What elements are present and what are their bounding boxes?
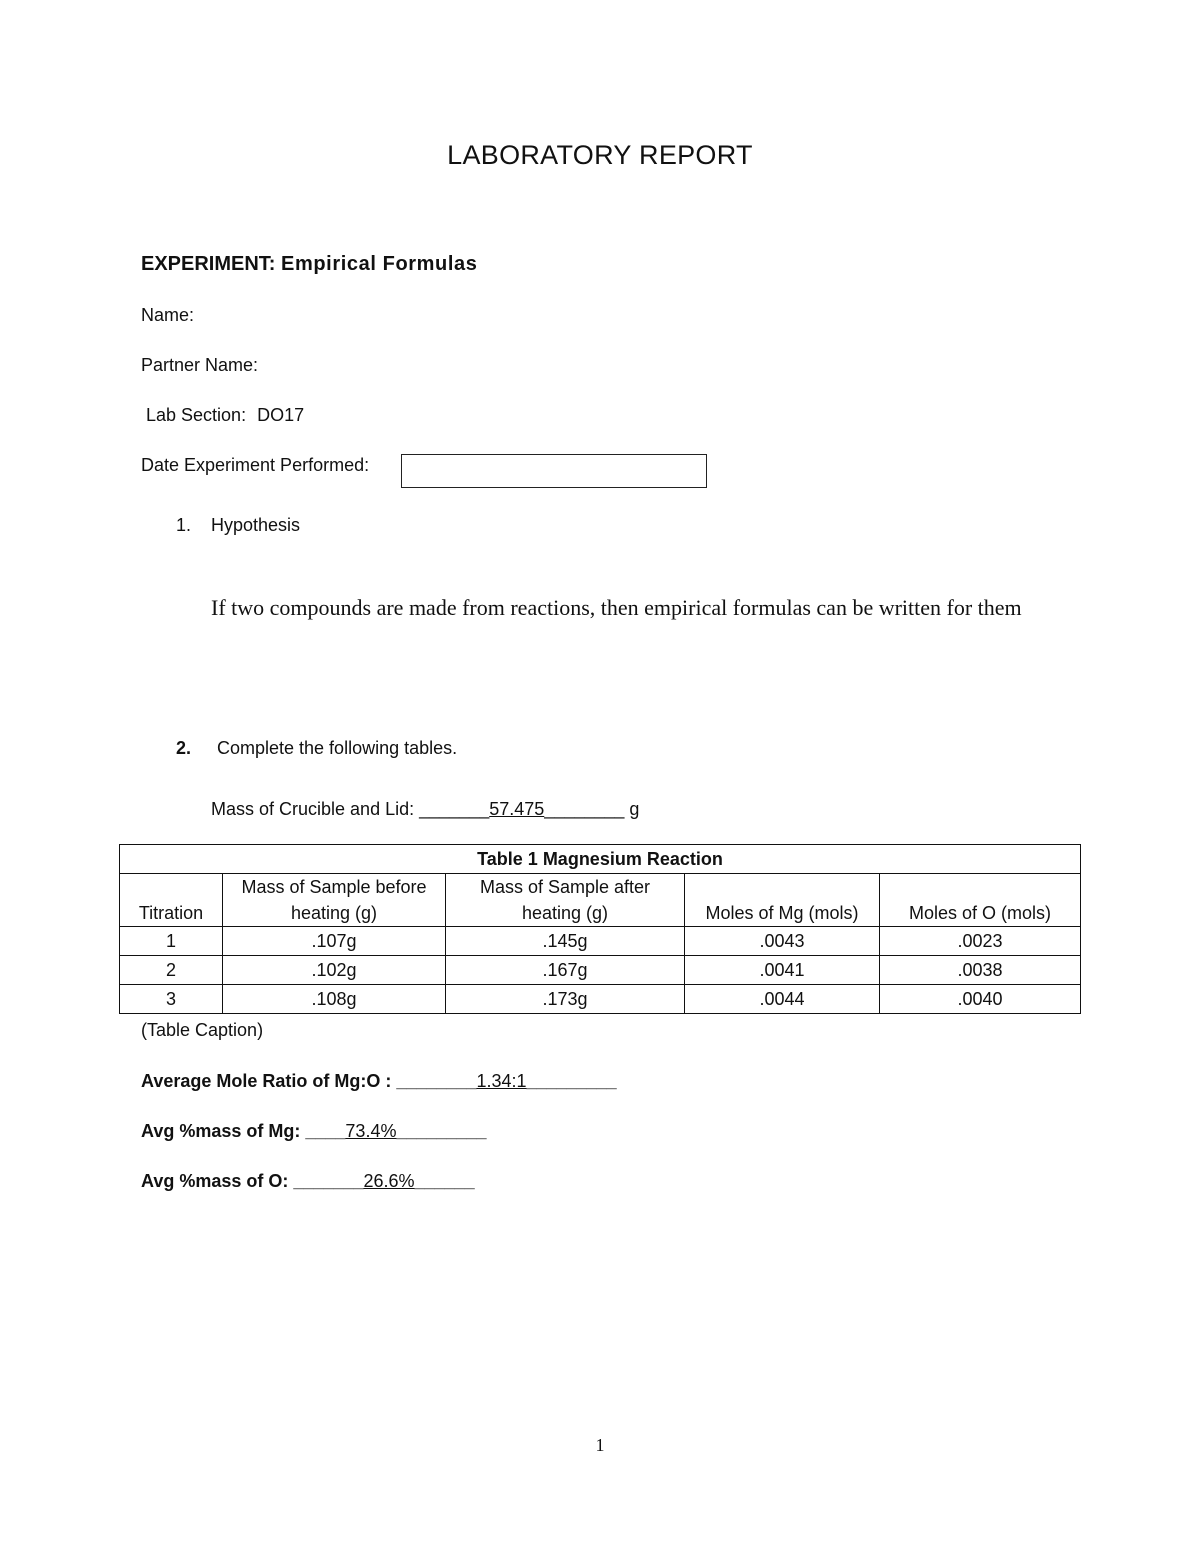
mole-ratio-blank-pre: ________ — [396, 1071, 477, 1091]
table-cell: .0044 — [685, 985, 880, 1014]
table-cell: .108g — [223, 985, 446, 1014]
mole-ratio-blank-post: _________ — [526, 1071, 617, 1091]
hypothesis-number: 1. — [176, 515, 192, 535]
mass-o-label: Avg %mass of O: — [141, 1171, 289, 1191]
table-cell: .173g — [446, 985, 685, 1014]
mass-mg-label: Avg %mass of Mg: — [141, 1121, 301, 1141]
mass-mg — [141, 1121, 487, 1142]
table-cell: .0038 — [880, 956, 1081, 985]
table-cell: 3 — [120, 985, 223, 1014]
table-cell: .145g — [446, 927, 685, 956]
date-label: Date Experiment Performed: — [141, 455, 370, 475]
table-cell: 2 — [120, 956, 223, 985]
date-field[interactable] — [401, 454, 707, 488]
table-cell: .107g — [223, 927, 446, 956]
page-number: 1 — [595, 1435, 605, 1455]
lab-section-value: DO17 — [257, 405, 305, 425]
crucible-blank-pre: _______ — [419, 799, 490, 819]
crucible-label: Mass of Crucible and Lid: — [211, 799, 415, 819]
lab-section-label: Lab Section: — [146, 405, 247, 425]
crucible-mass — [211, 799, 639, 820]
table-cell: .0023 — [880, 927, 1081, 956]
lab-section — [146, 405, 304, 426]
table-cell: .167g — [446, 956, 685, 985]
mass-mg-blank-pre: ____ — [305, 1121, 346, 1141]
experiment-label: EXPERIMENT: — [141, 253, 276, 275]
experiment-heading — [141, 253, 477, 276]
mass-o — [141, 1171, 475, 1192]
crucible-blank-post: ________ — [544, 799, 625, 819]
header-mass-after: Mass of Sample after heating (g) — [446, 874, 685, 927]
tables-number: 2. — [176, 738, 192, 758]
mass-o-value: 26.6% — [363, 1171, 415, 1191]
report-title: LABORATORY REPORT — [447, 140, 753, 170]
mole-ratio — [141, 1071, 617, 1092]
header-titration: Titration — [120, 874, 223, 927]
header-moles-o: Moles of O (mols) — [880, 874, 1081, 927]
crucible-value: 57.475 — [489, 799, 545, 819]
table-cell: .0041 — [685, 956, 880, 985]
mole-ratio-label: Average Mole Ratio of Mg:O : — [141, 1071, 392, 1091]
tables-instruction: Complete the following tables. — [217, 738, 458, 758]
partner-name-label: Partner Name: — [141, 355, 259, 375]
magnesium-reaction-table — [119, 844, 1081, 1014]
table-header-row — [120, 874, 1081, 927]
experiment-value: Empirical Formulas — [281, 253, 478, 275]
table-title: Table 1 Magnesium Reaction — [120, 845, 1081, 874]
name-label: Name: — [141, 305, 195, 325]
header-mass-before: Mass of Sample before heating (g) — [223, 874, 446, 927]
table-cell: .0040 — [880, 985, 1081, 1014]
table-row — [120, 985, 1081, 1014]
hypothesis-text: If two compounds are made from reactions, then empirical formulas can be written for them — [211, 595, 1022, 620]
table-cell: .0043 — [685, 927, 880, 956]
table-row — [120, 927, 1081, 956]
table-row — [120, 956, 1081, 985]
hypothesis-title: Hypothesis — [211, 515, 301, 535]
header-moles-mg: Moles of Mg (mols) — [685, 874, 880, 927]
mass-mg-value: 73.4% — [345, 1121, 397, 1141]
table-cell: 1 — [120, 927, 223, 956]
mass-o-blank-post: ______ — [414, 1171, 475, 1191]
mass-mg-blank-post: _________ — [396, 1121, 487, 1141]
crucible-unit: g — [629, 799, 640, 819]
mass-o-blank-pre: _______ — [293, 1171, 364, 1191]
table-cell: .102g — [223, 956, 446, 985]
mole-ratio-value: 1.34:1 — [476, 1071, 527, 1091]
table-caption: (Table Caption) — [141, 1020, 264, 1040]
